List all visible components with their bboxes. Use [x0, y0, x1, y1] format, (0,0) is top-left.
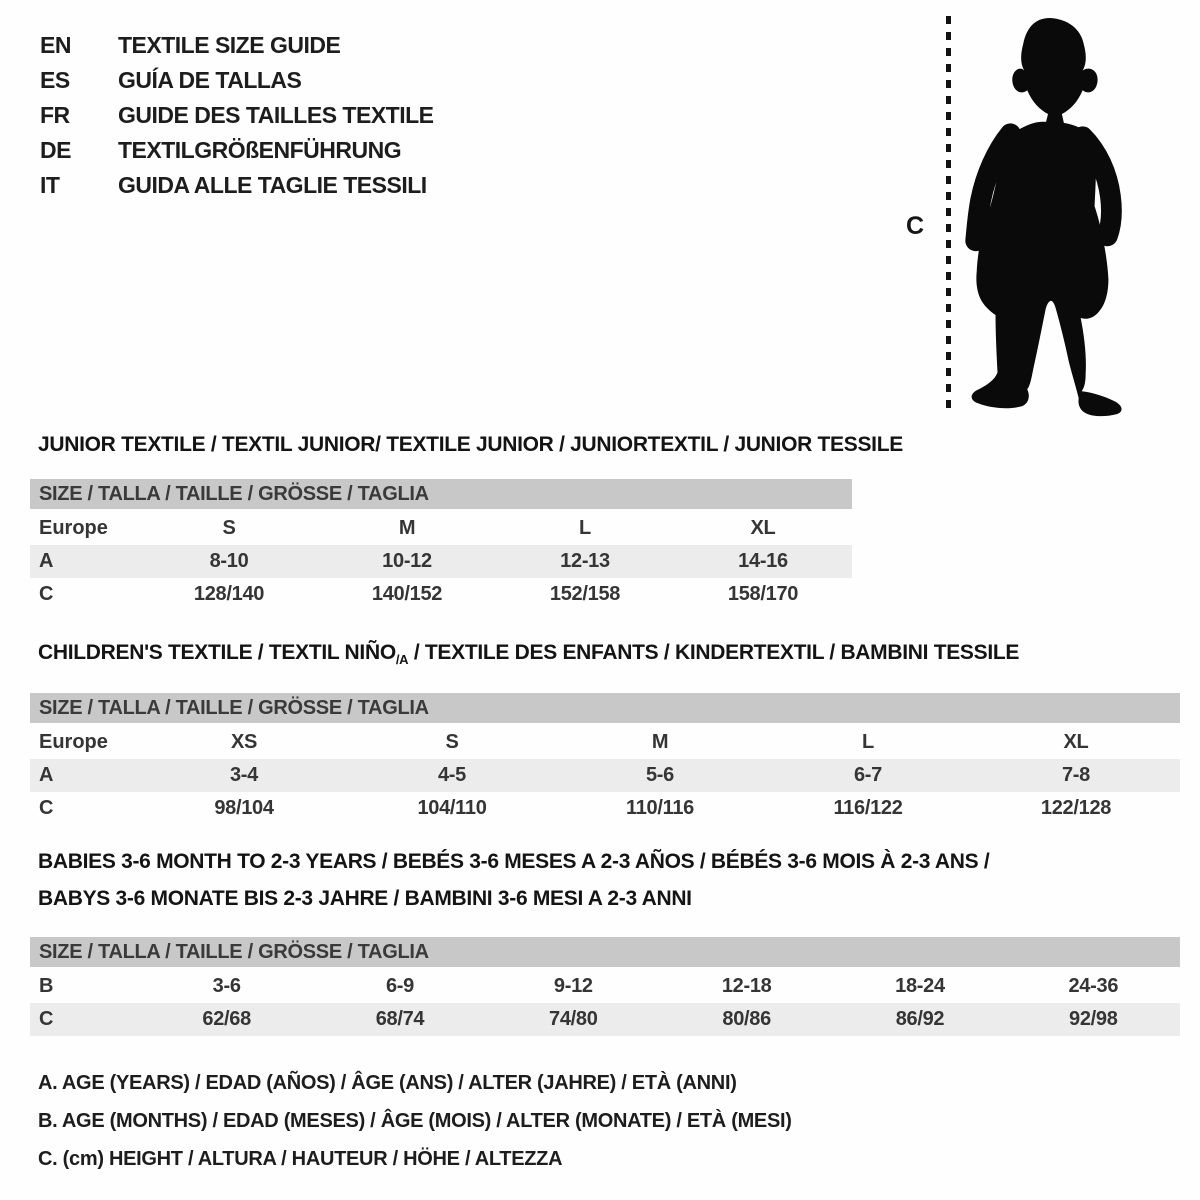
language-code: IT: [40, 172, 60, 198]
babies-section-title-line1: BABIES 3-6 MONTH TO 2-3 YEARS / BEBÉS 3-6 MESES A 2-3 AÑOS / BÉBÉS 3-6 MOIS À 2-3 ANS /: [38, 850, 990, 873]
standing-toddler-silhouette-icon: [962, 14, 1137, 420]
table-row: [30, 726, 1180, 759]
table-cell: 3-6: [212, 975, 241, 997]
row-label: A: [39, 764, 54, 787]
table-row: [30, 759, 1180, 792]
table-cell: S: [445, 731, 459, 754]
table-cell: 18-24: [895, 975, 945, 997]
row-label: A: [39, 550, 54, 572]
table-cell: 6-9: [385, 975, 414, 997]
guide-title-fr: GUIDE DES TAILLES TEXTILE: [118, 102, 434, 128]
table-cell: 6-7: [853, 764, 882, 787]
language-code: FR: [40, 102, 70, 128]
table-cell: 140/152: [371, 583, 443, 605]
table-cell: 86/92: [895, 1008, 945, 1030]
children-textile-section: [30, 641, 1180, 825]
guide-title-de: TEXTILGRÖßENFÜHRUNG: [118, 137, 402, 163]
height-measure-dashed-line: [946, 16, 951, 416]
table-row: [30, 792, 1180, 825]
language-row-es: [40, 63, 434, 98]
table-cell: 158/170: [727, 583, 799, 605]
language-code: ES: [40, 67, 70, 93]
row-label: C: [39, 797, 54, 820]
table-cell: 68/74: [375, 1008, 425, 1030]
table-cell: 10-12: [382, 550, 432, 572]
table-cell: 92/98: [1069, 1008, 1118, 1030]
table-cell: L: [862, 731, 874, 754]
table-cell: 98/104: [214, 797, 274, 820]
language-row-it: [40, 168, 434, 203]
row-label: Europe: [39, 517, 108, 539]
table-cell: 152/158: [549, 583, 621, 605]
height-measure-label: C: [906, 212, 925, 240]
table-cell: 74/80: [549, 1008, 598, 1030]
table-cell: XS: [230, 731, 258, 754]
table-cell: M: [651, 731, 669, 754]
language-title-block: [40, 28, 434, 203]
table-row: [30, 1003, 1180, 1036]
junior-section-title: JUNIOR TEXTILE / TEXTIL JUNIOR/ TEXTILE JUNIOR / JUNIORTEXTIL / JUNIOR TESSILE: [38, 433, 903, 456]
junior-size-header-bar: SIZE / TALLA / TAILLE / GRÖSSE / TAGLIA: [30, 479, 852, 509]
babies-section-title-block: [30, 843, 1180, 917]
table-cell: 4-5: [437, 764, 466, 787]
language-code: EN: [40, 32, 71, 58]
table-cell: 104/110: [417, 797, 487, 820]
legend-line-c: C. (cm) HEIGHT / ALTURA / HAUTEUR / HÖHE / ALTEZZA: [38, 1148, 563, 1170]
guide-title-it: GUIDA ALLE TAGLIE TESSILI: [118, 172, 427, 198]
row-label: Europe: [39, 731, 108, 754]
row-label: C: [39, 1008, 54, 1030]
measurement-legend: [38, 1064, 792, 1178]
guide-title-es: GUÍA DE TALLAS: [118, 67, 302, 93]
table-row: [30, 970, 1180, 1003]
table-cell: XL: [1063, 731, 1089, 754]
legend-line-b: B. AGE (MONTHS) / EDAD (MESES) / ÂGE (MOIS) / ALTER (MONATE) / ETÀ (MESI): [38, 1110, 792, 1132]
babies-size-header-bar: SIZE / TALLA / TAILLE / GRÖSSE / TAGLIA: [30, 937, 1180, 967]
table-row: [30, 545, 852, 578]
table-cell: 3-4: [229, 764, 258, 787]
table-cell: L: [579, 517, 591, 539]
table-cell: 128/140: [193, 583, 265, 605]
language-row-en: [40, 28, 434, 63]
row-label: B: [39, 975, 54, 997]
children-title-part2: / TEXTILE DES ENFANTS / KINDERTEXTIL / BAMBINI TESSILE: [408, 641, 1020, 664]
table-cell: 7-8: [1061, 764, 1090, 787]
language-code: DE: [40, 137, 71, 163]
table-cell: 62/68: [202, 1008, 251, 1030]
language-row-fr: [40, 98, 434, 133]
table-cell: 9-12: [553, 975, 593, 997]
table-cell: 122/128: [1040, 797, 1112, 820]
table-cell: 116/122: [833, 797, 903, 820]
table-cell: 5-6: [645, 764, 674, 787]
table-cell: 12-18: [721, 975, 772, 997]
row-label: C: [39, 583, 54, 605]
table-cell: M: [398, 517, 416, 539]
babies-textile-section: [30, 843, 1180, 1036]
children-title-part1: CHILDREN'S TEXTILE / TEXTIL NIÑO: [38, 641, 396, 664]
table-cell: 8-10: [209, 550, 249, 572]
table-cell: 12-13: [560, 550, 610, 572]
table-cell: 14-16: [738, 550, 788, 572]
babies-section-title-line2: BABYS 3-6 MONATE BIS 2-3 JAHRE / BAMBINI 3-6 MESI A 2-3 ANNI: [38, 887, 692, 910]
guide-title-en: TEXTILE SIZE GUIDE: [118, 32, 341, 58]
children-title-subscript: /A: [395, 652, 409, 668]
table-cell: S: [222, 517, 236, 539]
children-size-header-bar: SIZE / TALLA / TAILLE / GRÖSSE / TAGLIA: [30, 693, 1180, 723]
table-row: [30, 512, 852, 545]
table-cell: 80/86: [722, 1008, 771, 1030]
legend-line-a: A. AGE (YEARS) / EDAD (AÑOS) / ÂGE (ANS) / ALTER (JAHRE) / ETÀ (ANNI): [38, 1072, 737, 1094]
children-section-title: [30, 641, 1180, 667]
table-row: [30, 578, 852, 611]
table-cell: 24-36: [1068, 975, 1119, 997]
language-row-de: [40, 133, 434, 168]
table-cell: XL: [750, 517, 776, 539]
junior-textile-section: [30, 433, 903, 611]
table-cell: 110/116: [626, 797, 694, 820]
